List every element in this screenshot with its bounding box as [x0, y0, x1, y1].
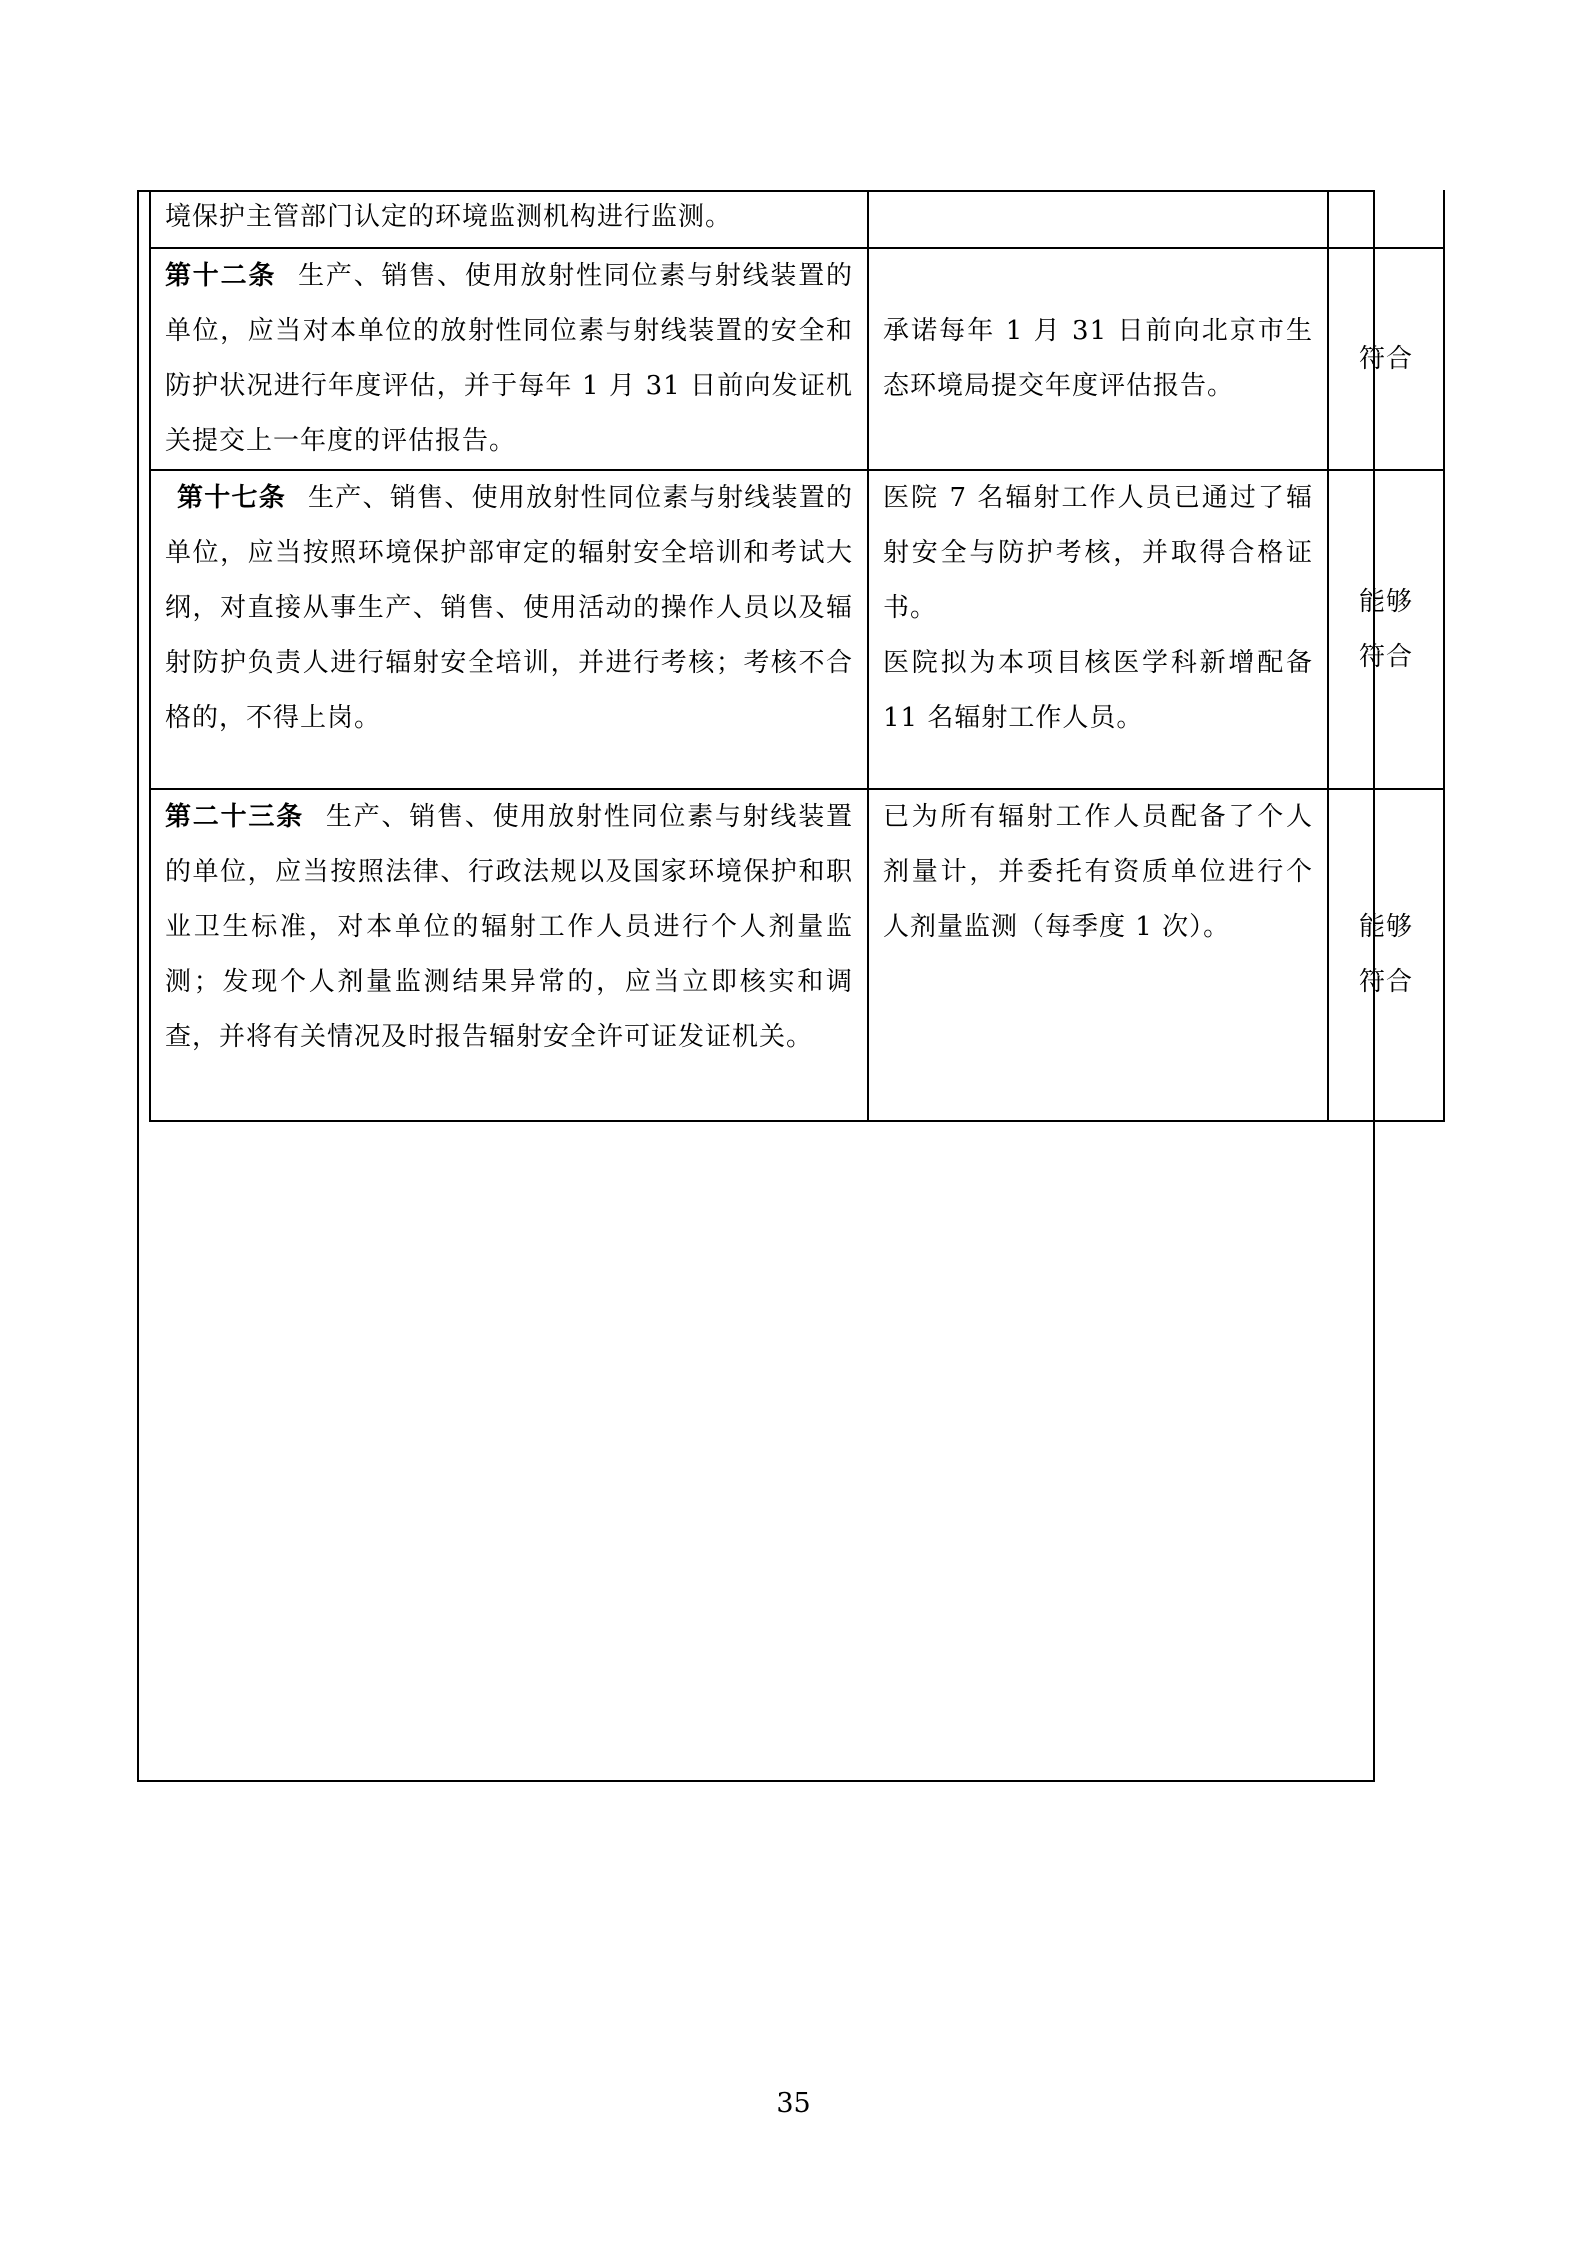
- requirement-cell: [150, 248, 868, 470]
- requirement-text: 境保护主管部门认定的环境监测机构进行监测。: [165, 202, 733, 232]
- result-cell: [1328, 470, 1444, 789]
- status-text: 承诺每年 1 月 31 日前向北京市生态环境局提交年度评估报告。: [883, 316, 1313, 401]
- status-cell: [868, 470, 1328, 789]
- requirement-cell: [150, 470, 868, 789]
- requirement-text: 生产、销售、使用放射性同位素与射线装置的单位，应当对本单位的放射性同位素与射线装置的安全和防护状况进行年度评估，并于每年 1 月 31 日前向发证机关提交上一年度的评估报告。: [165, 261, 853, 456]
- status-text: 已为所有辐射工作人员配备了个人剂量计，并委托有资质单位进行个人剂量监测（每季度 1 次）。: [883, 802, 1313, 942]
- result-text: 符合: [1358, 343, 1413, 374]
- result-cell: [1328, 789, 1444, 1121]
- result-cell: [1328, 248, 1444, 470]
- status-cell: [868, 190, 1328, 248]
- result-text: 能够 符合: [1358, 912, 1413, 997]
- table-row: [150, 789, 1444, 1121]
- requirement-cell: [150, 190, 868, 248]
- article-number: 第十七条: [177, 483, 287, 513]
- requirement-text: 生产、销售、使用放射性同位素与射线装置的单位，应当按照法律、行政法规以及国家环境保护和职业卫生标准，对本单位的辐射工作人员进行个人剂量监测；发现个人剂量监测结果异常的，应当立即核实和调查，并将有关情况及时报告辐射安全许可证发证机关。: [165, 802, 853, 1052]
- table-row: [150, 248, 1444, 470]
- result-text: 能够 符合: [1358, 586, 1413, 672]
- status-text: 医院 7 名辐射工作人员已通过了辐射安全与防护考核，并取得合格证书。: [883, 483, 1313, 623]
- table-row: [150, 470, 1444, 789]
- requirement-text: 生产、销售、使用放射性同位素与射线装置的单位，应当按照环境保护部审定的辐射安全培训和考试大纲，对直接从事生产、销售、使用活动的操作人员以及辐射防护负责人进行辐射安全培训，并进行考核；考核不合格的，不得上岗。: [165, 483, 853, 733]
- article-number: 第十二条: [165, 261, 277, 291]
- article-number: 第二十三条: [165, 802, 304, 832]
- page-number: 35: [776, 2088, 811, 2119]
- status-text: 医院拟为本项目核医学科新增配备 11 名辐射工作人员。: [883, 648, 1313, 733]
- status-cell: [868, 248, 1328, 470]
- result-cell: [1328, 190, 1444, 248]
- compliance-table: [149, 190, 1445, 1122]
- table-row: [150, 190, 1444, 248]
- requirement-cell: [150, 789, 868, 1121]
- status-cell: [868, 789, 1328, 1121]
